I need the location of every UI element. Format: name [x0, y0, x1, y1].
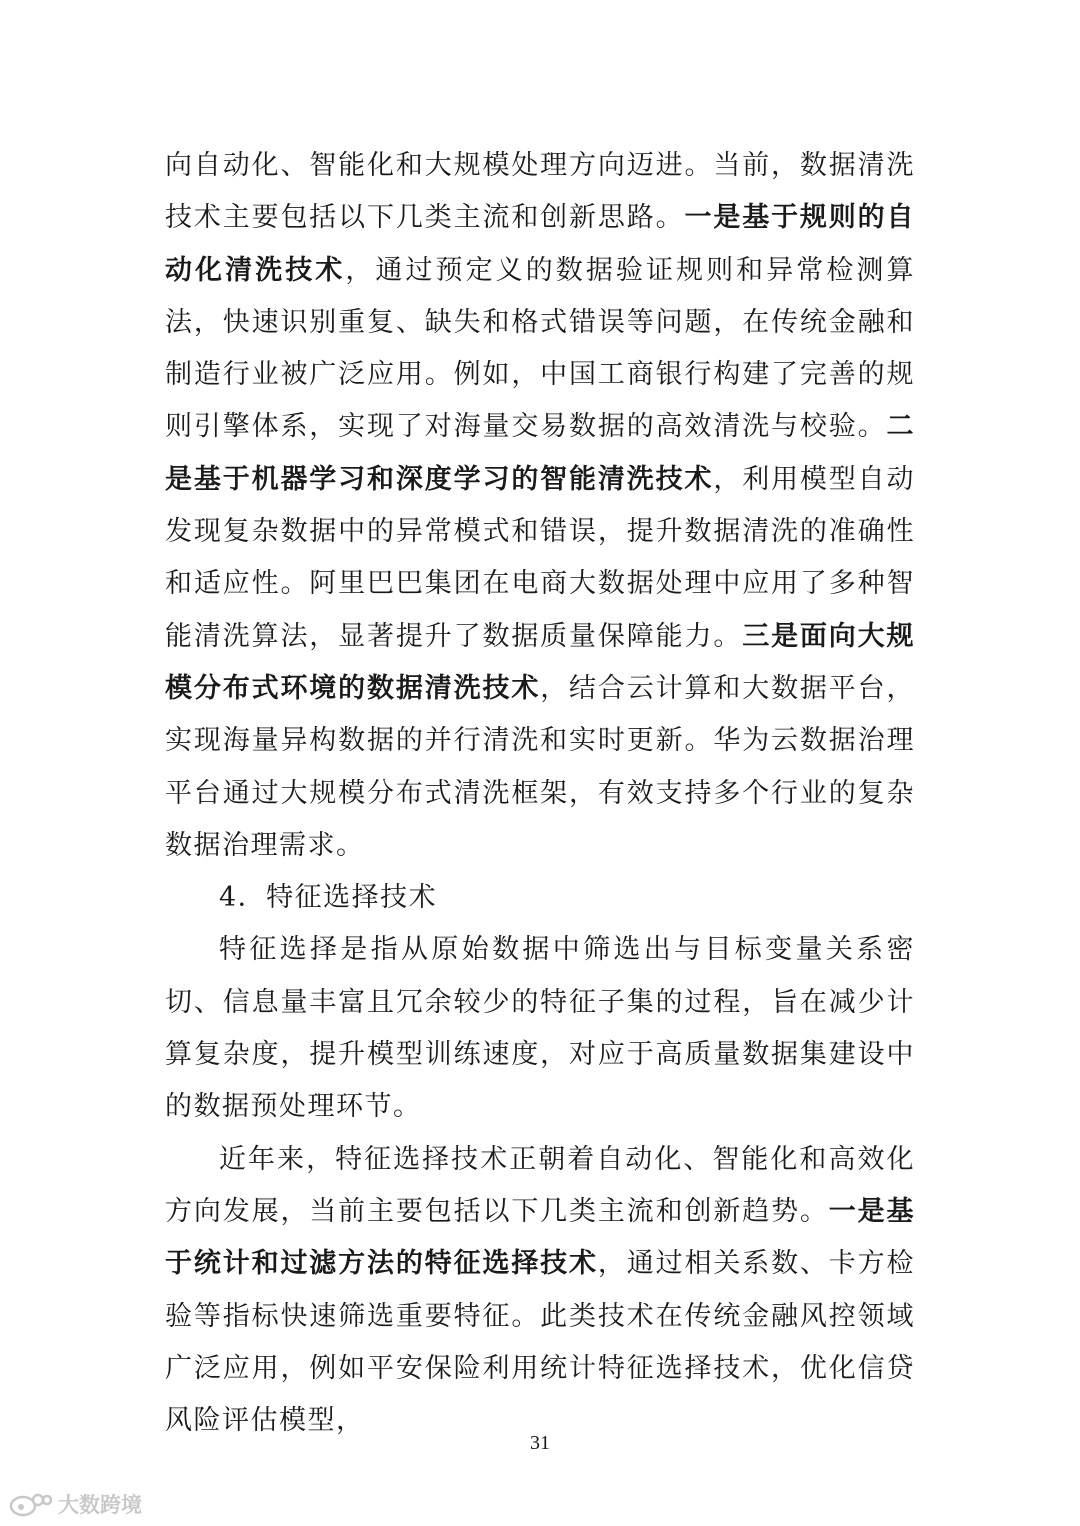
paragraph [165, 140, 915, 872]
page-number: 31 [530, 1432, 550, 1454]
watermark-text: 大数跨境 [58, 1493, 142, 1517]
watermark [8, 1488, 142, 1520]
paragraph [165, 872, 915, 924]
text-run: ，通过预定义的数据验证规则和异常检测算法，快速识别重复、缺失和格式错误等问题，在传统金融和制造行业被广泛应用。例如，中国工商银行构建了完善的规则引擎体系，实现了对海量交易数据的高效清洗与校验。 [165, 254, 915, 443]
bold-heading-run: 一是基于规则的自动化清洗技术 [165, 202, 916, 286]
text-run: ，利用模型自动发现复杂数据中的异常模式和错误，提升数据清洗的准确性和适应性。阿里巴巴集团在电商大数据处理中应用了多种智能清洗算法，显著提升了数据质量保障能力。 [165, 463, 916, 652]
bold-heading-run: 一是基于统计和过滤方法的特征选择技术 [165, 1195, 916, 1280]
text-run: 近年来，特征选择技术正朝着自动化、智能化和高效化方向发展，当前主要包括以下几类主流和创新趋势。 [165, 1143, 915, 1227]
text-run: ，结合云计算和大数据平台，实现海量异构数据的并行清洗和实时更新。华为云数据治理平台通过大规模分布式清洗框架，有效支持多个行业的复杂数据治理需求。 [165, 672, 916, 861]
text-run: 4．特征选择技术 [219, 882, 438, 914]
weibo-logo-icon [8, 1491, 52, 1517]
body-text [165, 140, 915, 1447]
text-run: 向自动化、智能化和大规模处理方向迈进。当前，数据清洗技术主要包括以下几类主流和创新思路。 [165, 150, 915, 234]
bold-heading-run: 二是基于机器学习和深度学习的智能清洗技术 [165, 411, 915, 495]
text-run: 特征选择是指从原始数据中筛选出与目标变量关系密切、信息量丰富且冗余较少的特征子集的过程，旨在减少计算复杂度，提升模型训练速度，对应于高质量数据集建设中的数据预处理环节。 [165, 934, 915, 1123]
text-run: ，通过相关系数、卡方检验等指标快速筛选重要特征。此类技术在传统金融风控领域广泛应用，例如平安保险利用统计特征选择技术，优化信贷风险评估模型， [165, 1248, 916, 1437]
paragraph [165, 1134, 915, 1448]
paragraph [165, 924, 915, 1133]
bold-heading-run: 三是面向大规模分布式环境的数据清洗技术 [165, 620, 916, 704]
